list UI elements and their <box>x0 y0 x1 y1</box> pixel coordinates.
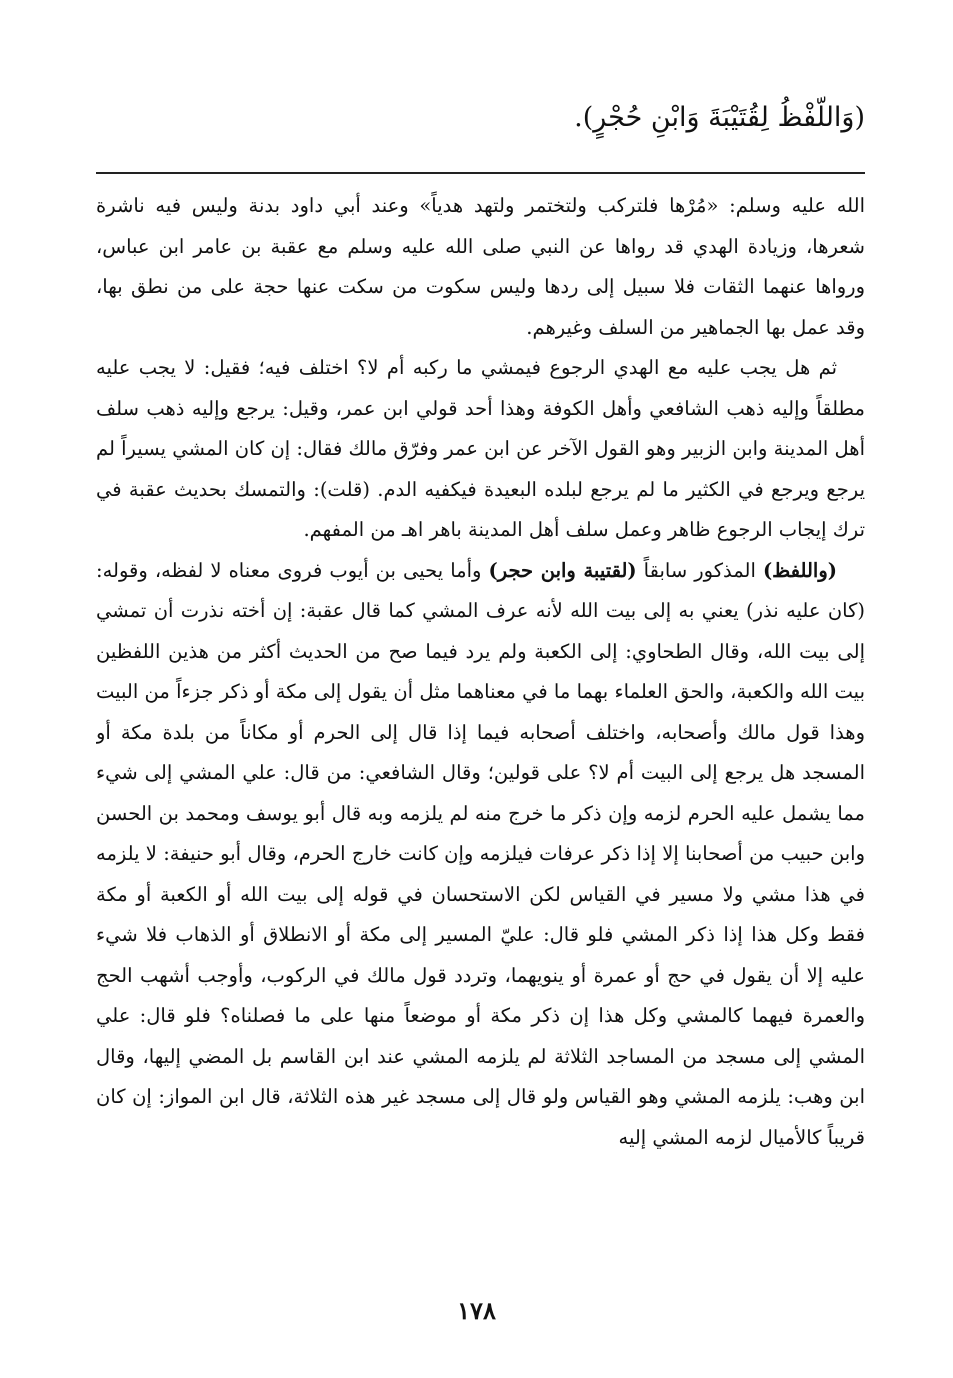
bold-quote: (واللفظ) <box>762 558 837 582</box>
commentary-paragraph <box>96 551 865 1159</box>
paragraph-text: الله عليه وسلم: «مُرْها فلتركب ولتختمر ولتهد هدياً» وعند أبي داود بدنة وليس فيه ناشرة شعرها، وزيادة الهدي قد رواها عن النبي صلى الله عليه وسلم مع عقبة بن عامر ابن عباس، ورواها عنهما الثقات فلا سبيل إلى ردها وليس سكوت من سكت عنها حجة على من نطق بها، وقد عمل بها الجماهير من السلف وغيرهم. <box>96 194 865 339</box>
paragraph-text: وأما يحيى بن أيوب فروى معناه لا لفظه، وقوله: (كان عليه نذر) يعني به إلى بيت الله لأنه عرف المشي كما قال عقبة: إن أخته نذرت أن تمشي إلى بيت الله، وقال الطحاوي: إلى الكعبة ولم يرد فيما صح من الحديث أكثر من هذين اللفظين بيت الله والكعبة، والحق العلماء بهما ما في معناهما مثل أن يقول إلى مكة أو ذكر جزءاً من البيت وهذا قول مالك وأصحابه، واختلف أصحابه فيما إذا قال إلى الحرم أو مكاناً من بلدة مكة أو المسجد هل يرجع إلى البيت أم لا؟ على قولين؛ وقال الشافعي: من قال: علي المشي إلى شيء مما يشمل عليه الحرم لزمه وإن ذكر ما خرج منه لم يلزمه وبه قال أبو يوسف ومحمد بن الحسن وابن حبيب من أصحابنا إلا إذا ذكر عرفات فيلزمه وإن كانت خارج الحرم، وقال أبو حنيفة: لا يلزمه في هذا مشي ولا مسير في القياس لكن الاستحسان في قوله إلى بيت الله أو الكعبة أو مكة فقط وكل هذا إذا ذكر المشي فلو قال: عليّ المسير إلى مكة أو الانطلاق أو الذهاب فلا شيء عليه إلا أن يقول في حج أو عمرة أو ينويهما، وتردد قول مالك في الركوب، وأوجب أشهب الحج والعمرة فيهما كالمشي وكل هذا إن ذكر مكة أو موضعاً منها على ما فصلناه؟ فلو قال: علي المشي إلى مسجد من المساجد الثلاثة لم يلزمه المشي عند ابن القاسم بل المضي إليها، وقال ابن وهب: يلزمه المشي وهو القياس ولو قال إلى مسجد غير هذه الثلاثة، قال ابن المواز: إن كان قريباً كالأميال لزمه المشي إليه <box>96 558 865 1149</box>
commentary-paragraph <box>96 348 865 551</box>
hadith-line: (وَاللَّفْظُ لِقُتَيْبَةَ وَابْنِ حُجْرٍ). <box>574 102 865 133</box>
paragraph-text: ثم هل يجب عليه مع الهدي الرجوع فيمشي ما ركبه أم لا؟ اختلف فيه؛ فقيل: لا يجب عليه مطلقاً وإليه ذهب الشافعي وأهل الكوفة وهذا أحد قولي ابن عمر، وقيل: يرجع وإليه ذهب سلف أهل المدينة وابن الزبير وهو القول الآخر عن ابن عمر وفرّق مالك فقال: إن كان المشي يسيراً لم يرجع ويرجع في الكثير ما لم يرجع لبلده البعيدة فيكفيه الدم. (قلت): والتمسك بحديث عقبة في ترك إيجاب الرجوع ظاهر وعمل سلف أهل المدينة باهر اهـ من المفهم. <box>96 356 865 541</box>
bold-quote: (لقتيبة وابن حجر) <box>488 558 637 582</box>
page-number: ١٧٨ <box>457 1296 496 1325</box>
commentary-body <box>96 186 865 1266</box>
separator-rule <box>96 172 865 174</box>
paragraph-text: المذكور سابقاً <box>636 558 763 582</box>
commentary-paragraph <box>96 186 865 348</box>
